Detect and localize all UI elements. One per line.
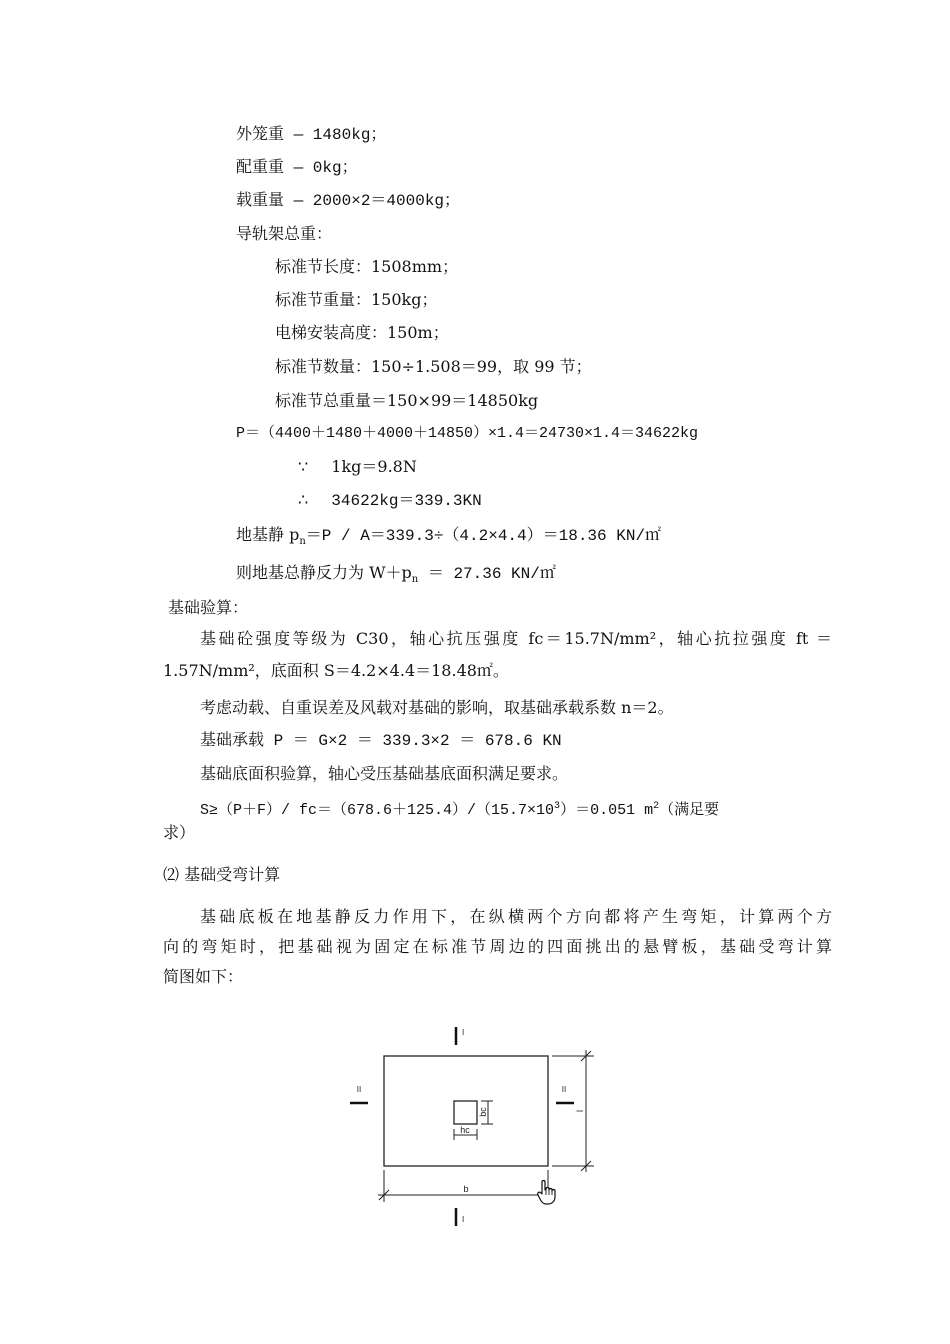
section-ii-right-label: II [561,1085,567,1094]
p-formula-line: P＝（4400＋1480＋4000＋14850）×1.4＝24730×1.4＝34622kg [236,425,699,442]
counterweight-line: 配重重 — 0kg； [236,159,358,177]
therefore-text: 34622kg＝339.3KN [331,492,482,510]
foundation-check-title: 基础验算： [168,598,249,617]
foundation-outline [384,1056,548,1166]
therefore-symbol: ∴ [298,490,309,509]
s-formula-part-a: S≥（P＋F）/ fc＝（678.6＋125.4）/（15.7×10 [200,802,555,819]
reaction-subscript: n [411,574,419,586]
s-formula-unit-exponent: 2 [653,801,660,812]
pn-rest: ＝P / A＝339.3÷（4.2×4.4）＝18.36 KN/㎡ [305,527,662,545]
std-section-length-line: 标准节长度：1508mm； [275,257,459,276]
cage-weight-line: 外笼重 — 1480kg； [236,126,387,144]
concrete-line-1: 基础砼强度等级为 C30，轴心抗压强度 fc＝15.7N/mm²，轴心抗拉强度 ft ＝ [200,629,832,648]
hc-label: hc [460,1125,470,1135]
rail-frame-total-title: 导轨架总重： [236,224,333,243]
bending-para-line-3: 简图如下： [163,967,244,986]
s-formula-part-c: （满足要 [659,802,720,819]
because-symbol: ∵ [298,457,309,476]
concrete-line-2: 1.57N/mm²，底面积 S＝4.2×4.4＝18.48㎡。 [163,661,509,680]
bending-title: ⑵ 基础受弯计算 [163,865,281,884]
section-count-line: 标准节数量：150÷1.508＝99，取 99 节； [275,357,592,376]
s-formula-part-b: ）＝0.051 m [560,802,654,819]
pn-prefix: 地基静 p [236,525,300,544]
section-i-bottom-label: I [462,1215,465,1224]
std-section-weight-line: 标准节重量：150kg； [275,290,438,309]
s-formula-line-2: 求） [163,823,196,842]
area-check-line: 基础底面积验算，轴心受压基础基底面积满足要求。 [200,764,569,783]
bending-para-line-2: 向的弯矩时，把基础视为固定在标准节周边的四面挑出的悬臂板，基础受弯计算 [163,937,832,956]
bearing-line: 基础承载 P ＝ G×2 ＝ 339.3×2 ＝ 678.6 KN [200,732,562,750]
install-height-line: 电梯安装高度：150m； [275,323,449,342]
standard-section-square [454,1101,477,1124]
pn-subscript: n [299,536,306,548]
section-ii-left-label: II [356,1085,362,1094]
b-label: b [463,1184,469,1194]
l-label: l [575,1110,585,1112]
section-total-weight-line: 标准节总重量＝150×99＝14850kg [275,391,539,410]
load-capacity-line: 载重量 — 2000×2＝4000kg； [236,192,461,210]
section-i-top-label: I [462,1028,465,1037]
factor-line: 考虑动载、自重误差及风载对基础的影响，取基础承载系数 n＝2。 [200,698,674,717]
bending-para-line-1: 基础底板在地基静反力作用下，在纵横两个方向都将产生弯矩，计算两个方 [200,907,832,926]
bc-label: bc [478,1107,488,1117]
reaction-prefix: 则地基总静反力为 W＋p [236,563,412,582]
because-text: 1kg＝9.8N [331,457,417,476]
reaction-rest: ＝ 27.36 KN/㎡ [418,565,556,583]
s-formula-exponent: 3 [554,801,561,812]
hand-pointer-icon [538,1181,555,1205]
